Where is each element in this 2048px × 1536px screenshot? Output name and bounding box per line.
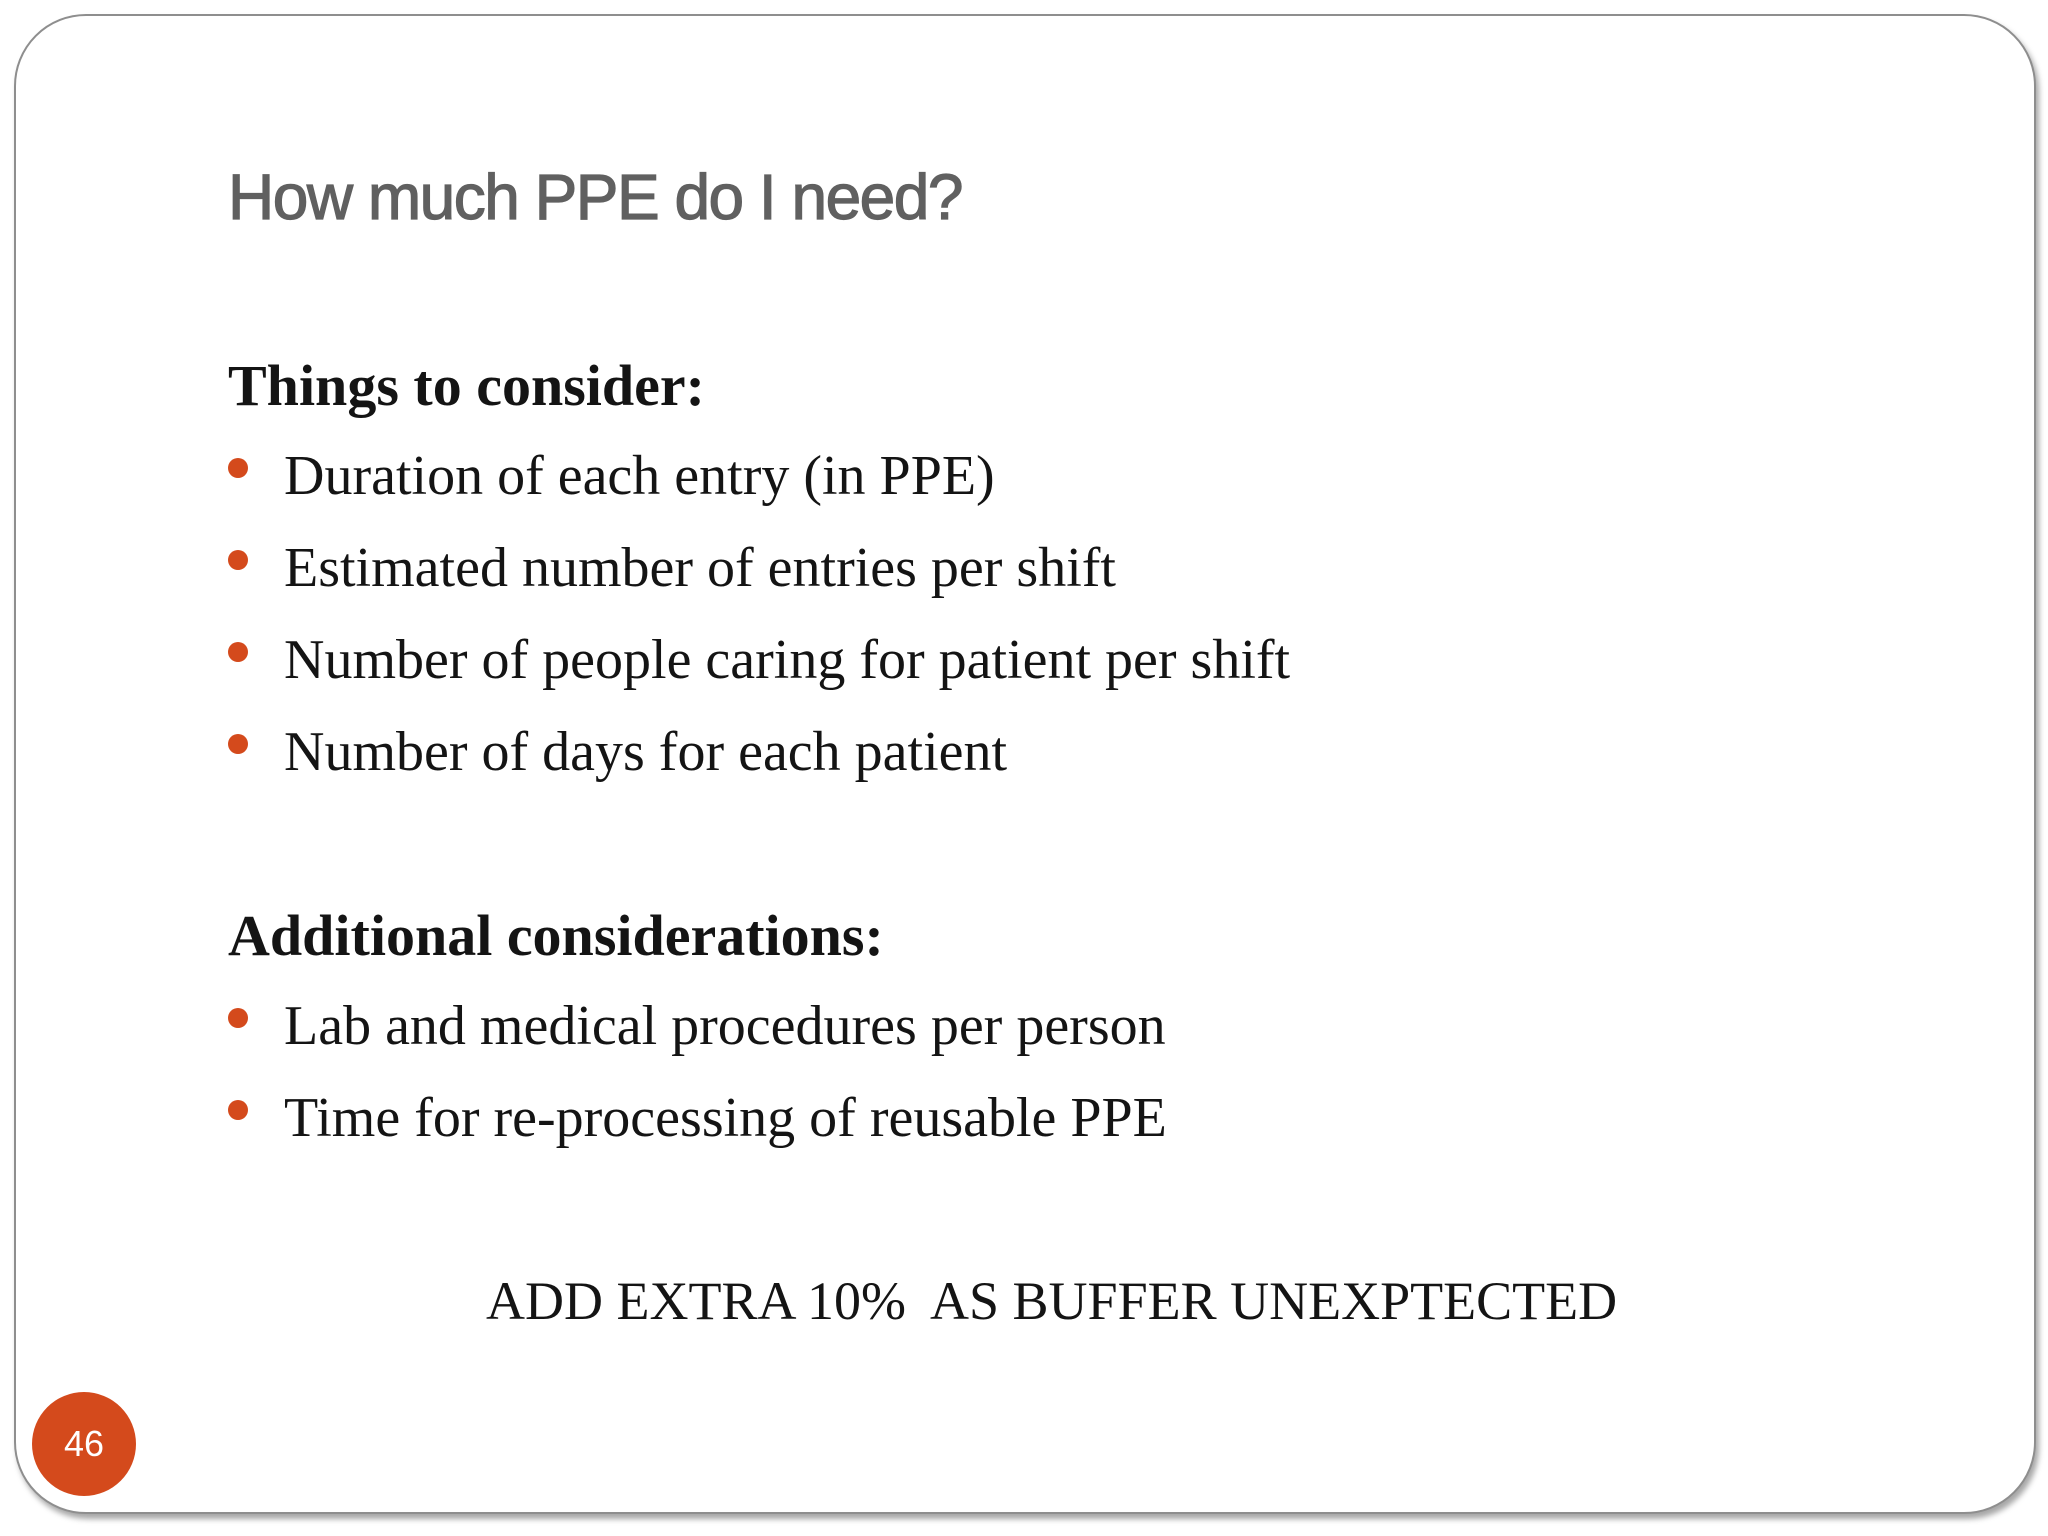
bullet-text: Duration of each entry (in PPE) (284, 445, 995, 507)
bullet-dot-icon (228, 1008, 248, 1028)
bullet-dot-icon (228, 550, 248, 570)
bullet-dot-icon (228, 734, 248, 754)
bullet-dot-icon (228, 1100, 248, 1120)
bullet-dot-icon (228, 642, 248, 662)
slide-title: How much PPE do I need? (228, 161, 962, 233)
section-heading-additional-considerations: Additional considerations: (228, 903, 884, 968)
bullet-text: Number of days for each patient (284, 721, 1008, 783)
bullet-text: Number of people caring for patient per shift (284, 629, 1291, 691)
bullet-text: Lab and medical procedures per person (284, 995, 1166, 1057)
section-heading-things-to-consider: Things to consider: (228, 353, 705, 418)
bullet-dot-icon (228, 458, 248, 478)
bullet-text: Time for re-processing of reusable PPE (284, 1087, 1167, 1149)
buffer-note: ADD EXTRA 10% AS BUFFER UNEXPTECTED (486, 1271, 1618, 1331)
page-number-badge: 46 (32, 1392, 136, 1496)
bullet-text: Estimated number of entries per shift (284, 537, 1116, 599)
